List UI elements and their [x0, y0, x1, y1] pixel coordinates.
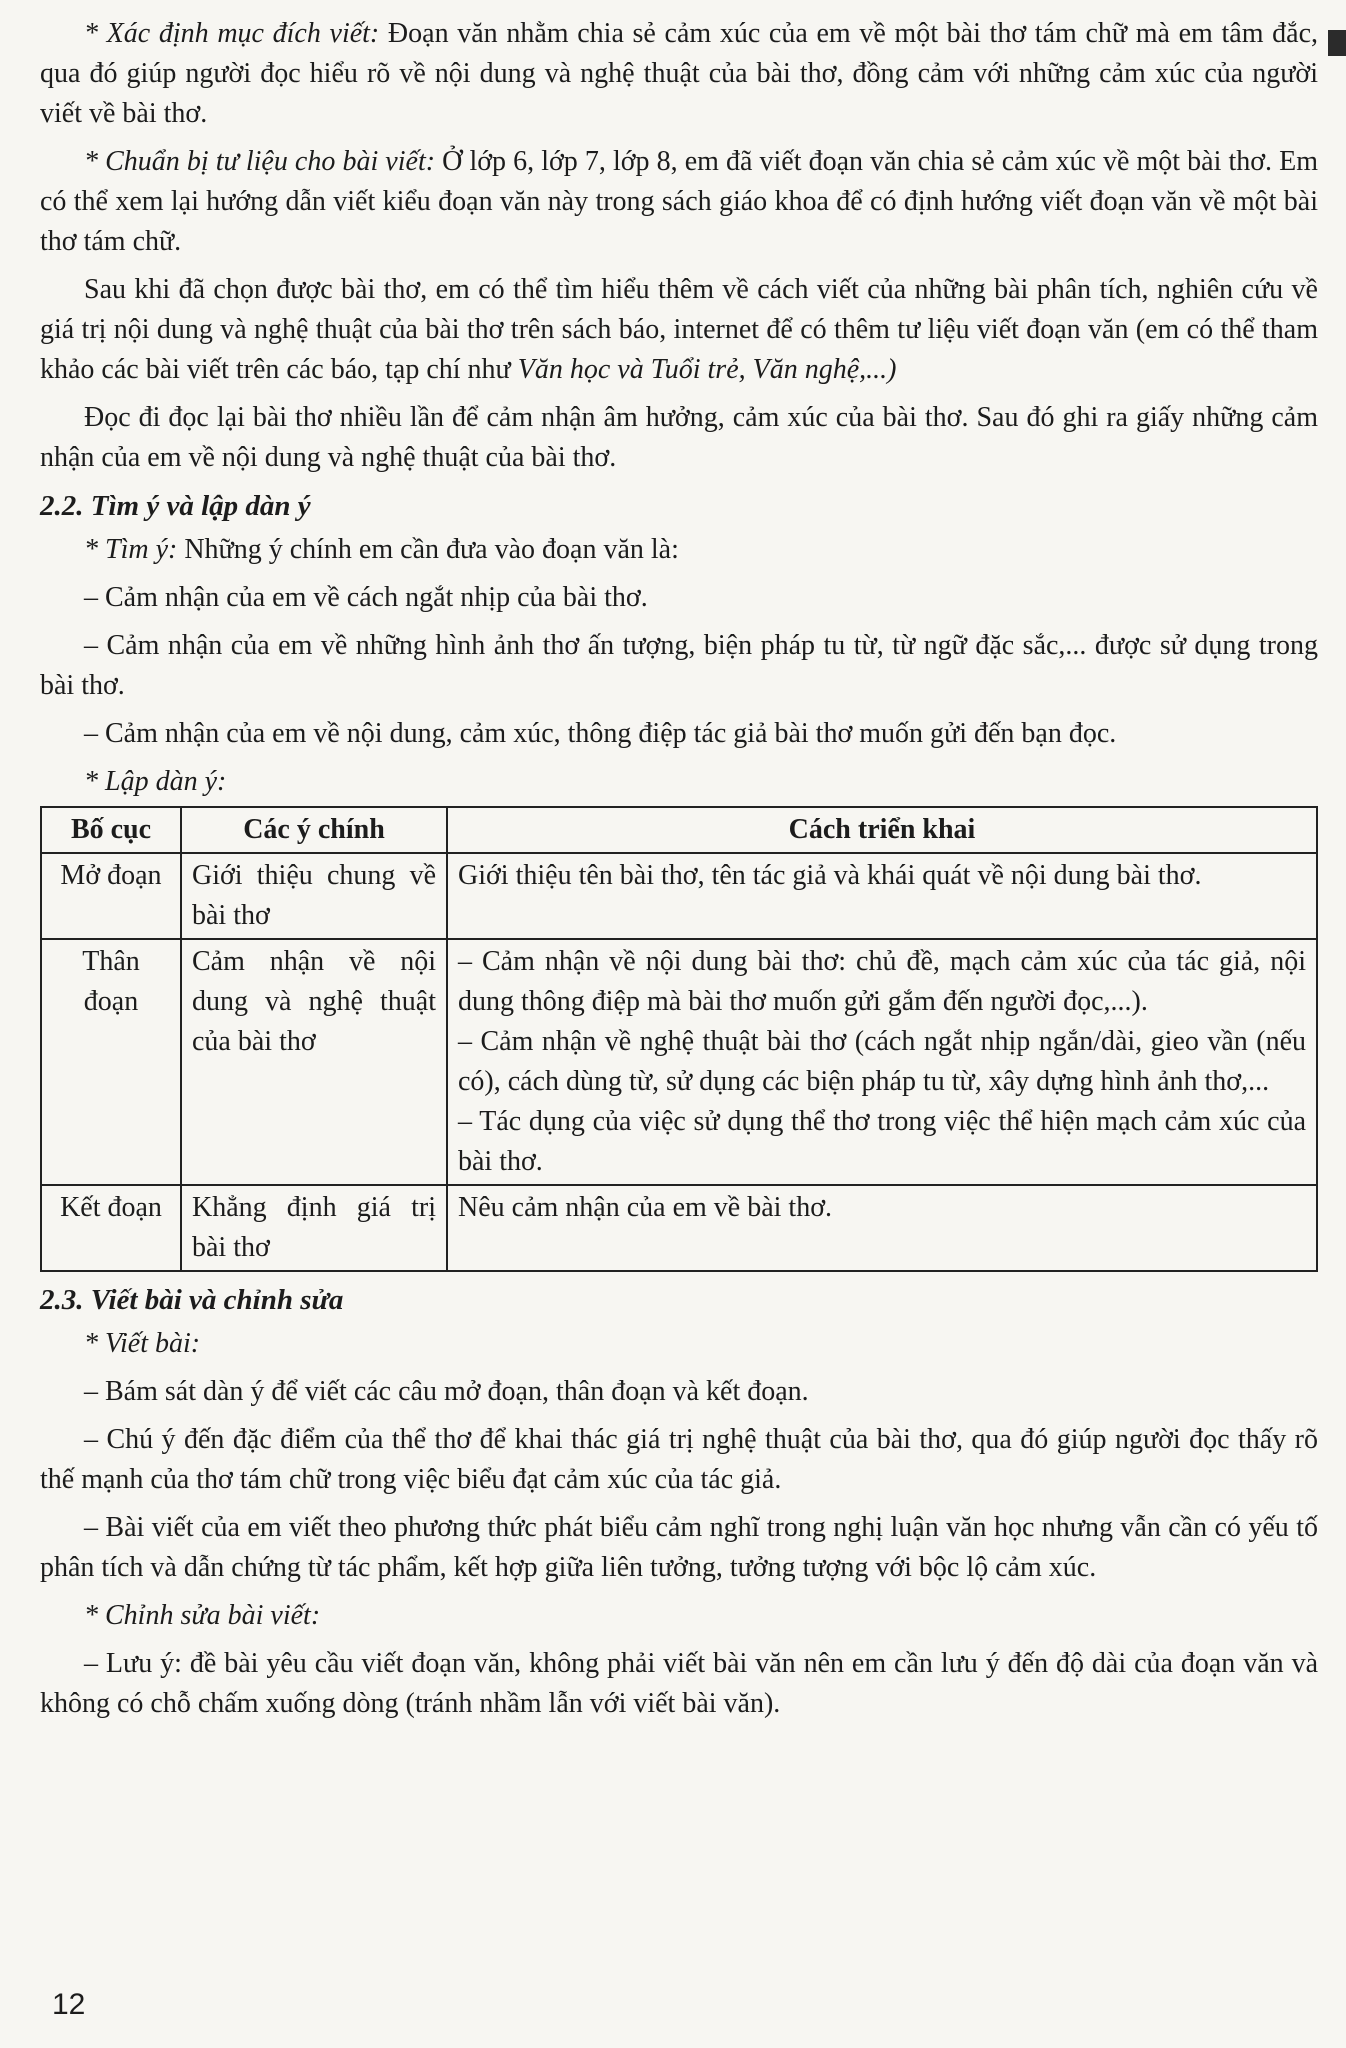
research-paragraph — [40, 270, 1318, 390]
table-header-row — [41, 807, 1317, 853]
research-journals: Văn học và Tuổi trẻ, Văn nghệ,...) — [517, 354, 897, 385]
idea-bullet-2: – Cảm nhận của em về những hình ảnh thơ ấn tượng, biện pháp tu từ, từ ngữ đặc sắc,... được sử dụng trong bài thơ. — [40, 630, 1318, 701]
writing-bullet-2: – Chú ý đến đặc điểm của thể thơ để khai thác giá trị nghệ thuật của bài thơ, qua đó giúp người đọc thấy rõ thế mạnh của thơ tám chữ trong việc biểu đạt cảm xúc của tác giả. — [40, 1424, 1318, 1495]
section-heading-2-3: 2.3. Viết bài và chỉnh sửa — [40, 1284, 344, 1316]
development-line: – Tác dụng của việc sử dụng thể thơ trong việc thể hiện mạch cảm xúc của bài thơ. — [458, 1106, 1306, 1177]
outline-label: * Lập dàn ý: — [84, 766, 227, 797]
header-main-ideas: Các ý chính — [181, 807, 447, 853]
writing-bullet-3: – Bài viết của em viết theo phương thức phát biểu cảm nghĩ trong nghị luận văn học nhưng vẫn cần có yếu tố phân tích và dẫn chứng từ tác phẩm, kết hợp giữa liên tưởng, tưởng tượng với bộc lộ cảm xúc. — [40, 1512, 1318, 1583]
page-number: 12 — [52, 1988, 86, 2021]
table-row — [41, 853, 1317, 939]
purpose-text: Đoạn văn nhằm chia sẻ cảm xúc của em về một bài thơ tám chữ mà em tâm đắc, qua đó giúp người đọc hiểu rõ về nội dung và nghệ thuật của bài thơ, đồng cảm với những cảm xúc của người viết về bài thơ. — [40, 18, 1318, 129]
table-row — [41, 939, 1317, 1185]
cell-development — [447, 853, 1317, 939]
idea-bullet-1: – Cảm nhận của em về cách ngắt nhịp của bài thơ. — [84, 582, 648, 613]
writing-bullet-1: – Bám sát dàn ý để viết các câu mở đoạn, thân đoạn và kết đoạn. — [84, 1376, 809, 1407]
materials-label: * Chuẩn bị tư liệu cho bài viết: — [84, 146, 436, 177]
reading-text: Đọc đi đọc lại bài thơ nhiều lần để cảm nhận âm hưởng, cảm xúc của bài thơ. Sau đó ghi ra giấy những cảm nhận của em về nội dung và nghệ thuật của bài thơ. — [40, 402, 1318, 473]
development-line: Giới thiệu tên bài thơ, tên tác giả và khái quát về nội dung bài thơ. — [458, 860, 1202, 891]
materials-text: Ở lớp 6, lớp 7, lớp 8, em đã viết đoạn văn chia sẻ cảm xúc về một bài thơ. Em có thể xem lại hướng dẫn viết kiểu đoạn văn này trong sách giáo khoa để có định hướng viết đoạn văn về một bài thơ tám chữ. — [40, 146, 1319, 257]
find-ideas-label: * Tìm ý: — [84, 534, 178, 565]
development-line: – Cảm nhận về nội dung bài thơ: chủ đề, mạch cảm xúc của tác giả, nội dung thông điệp mà bài thơ muốn gửi gắm đến người đọc,...). — [458, 946, 1306, 1017]
cell-idea: Giới thiệu chung về bài thơ — [181, 853, 447, 939]
reading-paragraph — [40, 398, 1318, 478]
development-line: Nêu cảm nhận của em về bài thơ. — [458, 1192, 832, 1223]
research-text: Sau khi đã chọn được bài thơ, em có thể tìm hiểu thêm về cách viết của những bài phân tích, nghiên cứu về giá trị nội dung và nghệ thuật của bài thơ trên sách báo, internet để có thêm tư liệu viết đoạn văn (em có thể tham khảo các bài viết trên các báo, tạp chí như — [40, 274, 1318, 385]
cell-development — [447, 939, 1317, 1185]
cell-part: Kết đoạn — [41, 1185, 181, 1271]
page-corner-mark — [1328, 30, 1346, 56]
idea-bullet-3: – Cảm nhận của em về nội dung, cảm xúc, thông điệp tác giả bài thơ muốn gửi đến bạn đọc. — [84, 718, 1117, 749]
outline-table — [40, 806, 1318, 1272]
cell-part: Mở đoạn — [41, 853, 181, 939]
cell-part: Thân đoạn — [41, 939, 181, 1185]
find-ideas-paragraph — [40, 530, 1318, 570]
editing-label: * Chỉnh sửa bài viết: — [84, 1600, 321, 1631]
table-row — [41, 1185, 1317, 1271]
header-development: Cách triển khai — [447, 807, 1317, 853]
cell-idea: Cảm nhận về nội dung và nghệ thuật của bài thơ — [181, 939, 447, 1185]
cell-idea: Khẳng định giá trị bài thơ — [181, 1185, 447, 1271]
header-structure: Bố cục — [41, 807, 181, 853]
section-heading-2-2: 2.2. Tìm ý và lập dàn ý — [40, 490, 311, 522]
find-ideas-text: Những ý chính em cần đưa vào đoạn văn là: — [177, 534, 679, 565]
purpose-paragraph — [40, 14, 1318, 134]
writing-label: * Viết bài: — [84, 1328, 201, 1359]
development-line: – Cảm nhận về nghệ thuật bài thơ (cách ngắt nhịp ngắn/dài, gieo vần (nếu có), cách dùng từ, sử dụng các biện pháp tu từ, xây dựng hình ảnh thơ,... — [458, 1026, 1306, 1097]
cell-development — [447, 1185, 1317, 1271]
editing-bullet-1: – Lưu ý: đề bài yêu cầu viết đoạn văn, không phải viết bài văn nên em cần lưu ý đến độ dài của đoạn văn và không có chỗ chấm xuống dòng (tránh nhầm lẫn với viết bài văn). — [40, 1648, 1318, 1719]
materials-paragraph — [40, 142, 1318, 262]
purpose-label: * Xác định mục đích viết: — [84, 18, 380, 49]
